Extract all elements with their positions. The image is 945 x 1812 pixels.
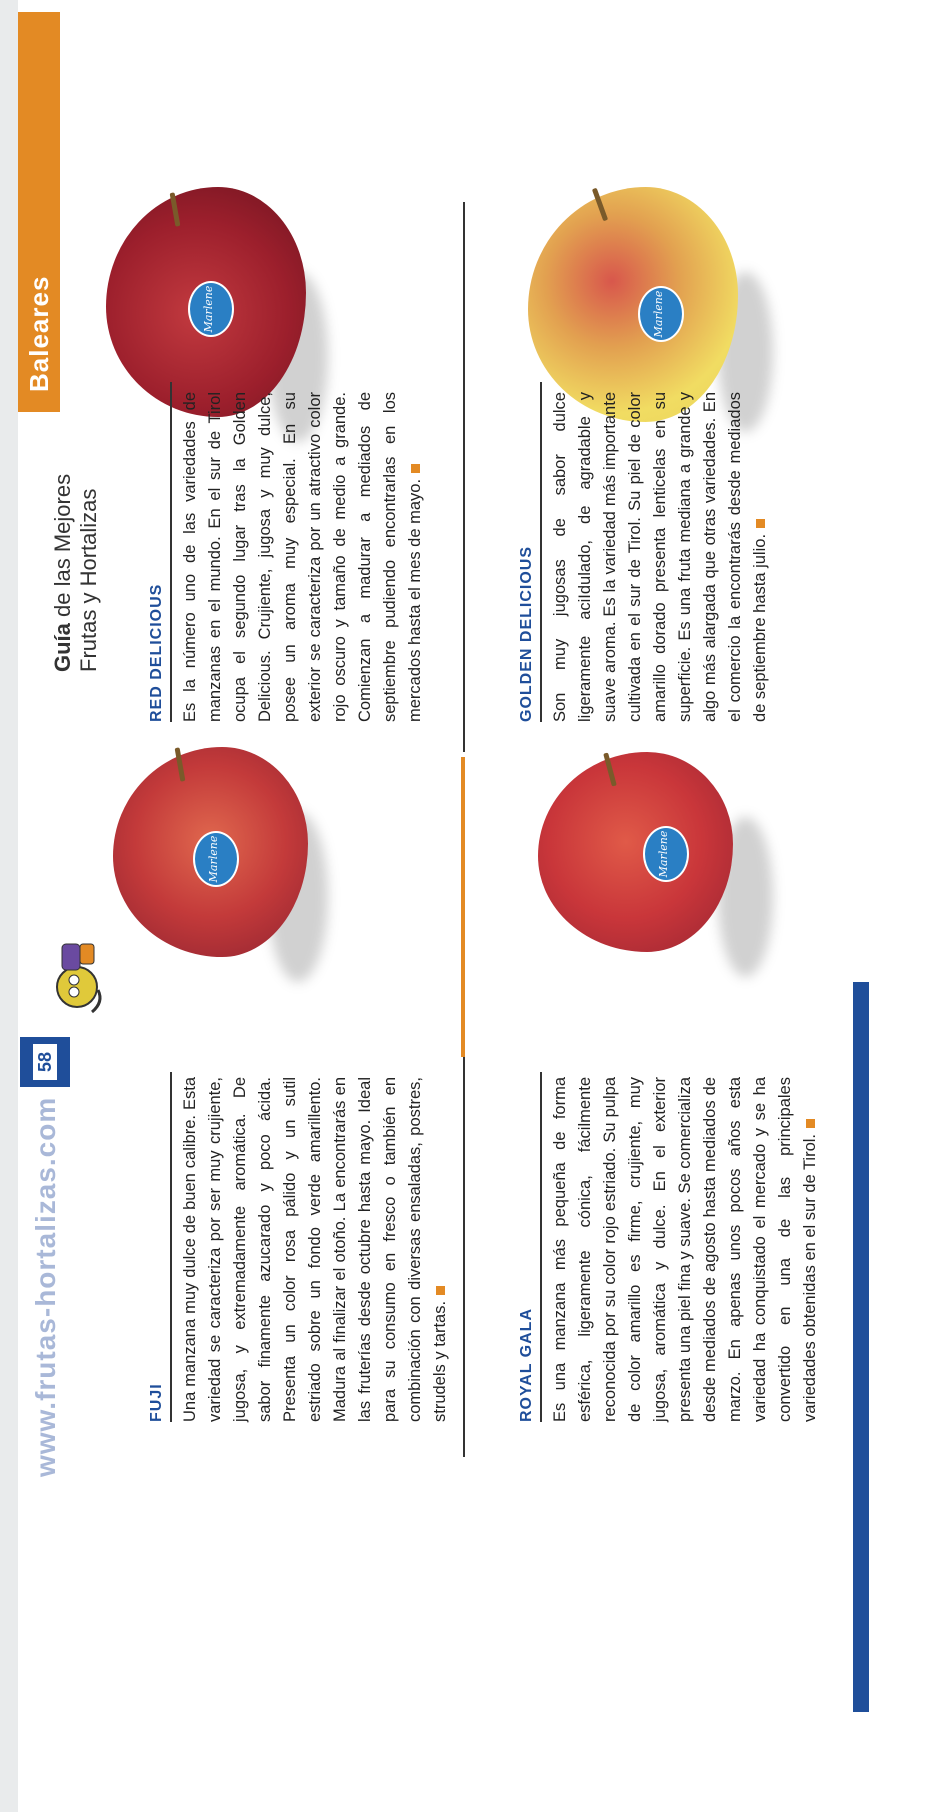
website-url: www.frutas-hortalizas.com <box>30 1096 61 1477</box>
page-number-badge <box>20 1037 70 1087</box>
royal-gala-apple-image <box>538 752 733 952</box>
bullet-marker <box>756 519 765 528</box>
red-delicious-description <box>178 392 428 722</box>
red-delicious-sticker: Marlene <box>188 281 234 337</box>
red-delicious-rule <box>170 382 172 722</box>
fuji-description <box>178 1077 453 1422</box>
royal-gala-rule <box>540 1072 542 1422</box>
catalog-page <box>18 0 945 1812</box>
fuji-sticker: Marlene <box>193 831 239 887</box>
golden-delicious-title: GOLDEN DELICIOUS <box>518 545 535 722</box>
guide-title <box>50 474 102 672</box>
red-delicious-title: RED DELICIOUS <box>148 583 165 722</box>
royal-gala-description <box>548 1077 823 1422</box>
guide-title-bold: Guía <box>50 623 75 672</box>
golden-delicious-description <box>548 392 773 722</box>
royal-gala-title: ROYAL GALA <box>518 1307 535 1422</box>
row-divider-accent <box>461 757 465 1057</box>
guide-title-line2: Frutas y Hortalizas <box>76 488 101 672</box>
golden-delicious-text: Son muy jugosas de sabor dulce ligeramente aciIdulado, de agradable y suave aroma. Es la variedad más importante cultivada en el sur de Tirol. Su piel de color amarillo dorado presenta lenticelas en su superficie. Es una fruta mediana a grande y algo más alargada que otras variedades. En el comercio la encontrarás desde mediados de septiembre hasta julio. <box>551 392 769 722</box>
royal-gala-text: Es una manzana más pequeña de forma esférica, ligeramente cónica, fácilmente reconocida por su color rojo estriado. Su pulpa de color amarillo es firme, crujiente, muy jugosa, aromática y dulce. En el exterior presenta una piel fina y suave. Se comercializa desde mediados de agosto hasta mediados de marzo. En apenas unos pocos años esta variedad ha conquistado el mercado y se ha convertido en una de las principales variedades obtenidas en el sur de Tirol. <box>551 1077 819 1422</box>
bullet-marker <box>436 1286 445 1295</box>
red-delicious-text: Es la número uno de las variedades de manzanas en el mundo. En el sur de Tirol ocupa el segundo lugar tras la Golden Delicious. Crujiente, jugosa y muy dulce, posee un aroma muy especial. En su exterior se caracteriza por un atractivo color rojo oscuro y tamaño de medio a grande. Comienzan a madurar a mediados de septiembre pudiendo encontrarlas en los mercados hasta el mes de mayo. <box>181 392 424 722</box>
row-divider-left <box>463 202 465 752</box>
bullet-marker <box>411 464 420 473</box>
fuji-rule <box>170 1072 172 1422</box>
guide-title-rest: de las Mejores <box>50 473 75 624</box>
bullet-marker <box>806 1119 815 1128</box>
golden-delicious-apple-image <box>528 187 738 422</box>
rotated-canvas <box>18 0 945 1812</box>
page-number: 58 <box>33 1044 57 1080</box>
fuji-title: FUJI <box>148 1383 165 1422</box>
bottom-blue-bar <box>853 982 869 1712</box>
fruit-mascot-icon <box>32 932 112 1022</box>
region-label: Baleares <box>24 275 54 392</box>
row-divider-right <box>463 1057 465 1457</box>
royal-gala-sticker: Marlene <box>643 826 689 882</box>
golden-delicious-rule <box>540 382 542 722</box>
fuji-text: Una manzana muy dulce de buen calibre. Esta variedad se caracteriza por ser muy crujiente, jugosa, y extremadamente aromática. De sabor finamente azucarado y poco ácida. Presenta un color rosa pálido y un sutil estriado sobre un fondo verde amarillento. Madura al finalizar el otoño. La encontrarás en las fruterías desde octubre hasta mayo. Ideal para su consumo en fresco o también en combinación con diversas ensaladas, postres, strudels y tartas. <box>181 1077 449 1422</box>
upside-down-content <box>18 0 945 1812</box>
golden-delicious-sticker: Marlene <box>638 286 684 342</box>
